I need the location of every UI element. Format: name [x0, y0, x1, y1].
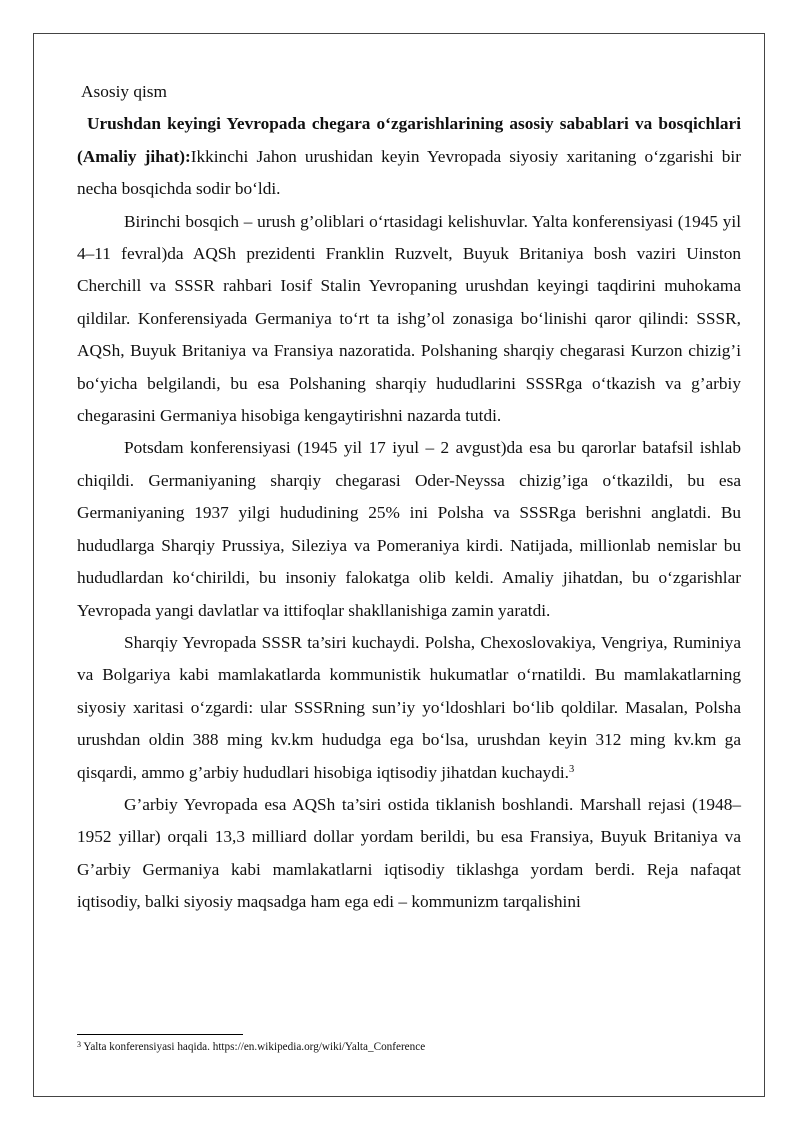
paragraph-3	[77, 627, 741, 789]
subheading-bold: Urushdan keyingi Yevropada chegara o‘zgarishlarining asosiy sabablari va bosqichlari (Amaliy jihat):	[77, 114, 741, 166]
main-content	[77, 76, 741, 919]
paragraph-3-text: Sharqiy Yevropada SSSR ta’siri kuchaydi. Polsha, Chexoslovakiya, Vengriya, Ruminiya va Bolgariya kabi mamlakatlarda kommunistik hukumatlar o‘rnatildi. Bu mamlakatlarning siyosiy xaritasi o‘zgardi: ular SSSRning sun’iy yo‘ldoshlari bo‘lib qoldilar. Masalan, Polsha urushdan oldin 388 ming kv.km hududga ega bo‘lsa, urushdan keyin 312 ming kv.km ga qisqardi, ammo g’arbiy hududlari hisobiga iqtisodiy jihatdan kuchaydi.	[77, 632, 741, 782]
subheading-paragraph	[77, 108, 741, 205]
subheading-text: Ikkinchi Jahon urushidan keyin Yevropada siyosiy xaritaning o‘zgarishi bir necha bosqichda sodir bo‘ldi.	[77, 146, 741, 199]
paragraph-4: G’arbiy Yevropada esa AQSh ta’siri ostida tiklanish boshlandi. Marshall rejasi (1948–1952 yillar) orqali 13,3 milliard dollar yordam berildi, bu esa Fransiya, Buyuk Britaniya va G’arbiy Germaniya kabi mamlakatlarni iqtisodiy tiklashga yordam berdi. Reja nafaqat iqtisodiy, balki siyosiy maqsadga ham ega edi – kommunizm tarqalishini	[77, 794, 741, 912]
footnote-separator	[77, 1034, 243, 1035]
footnote-reference[interactable]: 3	[568, 763, 575, 775]
footnote-text: Yalta konferensiyasi haqida. https://en.wikipedia.org/wiki/Yalta_Conference	[81, 1041, 426, 1053]
paragraph-1: Birinchi bosqich – urush g’oliblari o‘rtasidagi kelishuvlar. Yalta konferensiyasi (1945 yil 4–11 fevral)da AQSh prezidenti Franklin Ruzvelt, Buyuk Britaniya bosh vaziri Uinston Cherchill va SSSR rahbari Iosif Stalin Yevropaning urushdan keyingi taqdirini muhokama qildilar. Konferensiyada Germaniya to‘rt ta ishg’ol zonasiga bo‘linishi qaror qilindi: SSSR, AQSh, Buyuk Britaniya va Fransiya nazoratida. Polshaning sharqiy chegarasi Kurzon chizig’i bo‘yicha belgilandi, bu esa Polshaning sharqiy hududlarini SSSRga o‘tkazish va g’arbiy chegarasini Germaniya hisobiga kengaytirishni nazarda tutdi.	[77, 211, 741, 426]
footnote	[77, 1040, 741, 1054]
paragraph-2: Potsdam konferensiyasi (1945 yil 17 iyul – 2 avgust)da esa bu qarorlar batafsil ishlab chiqildi. Germaniyaning sharqiy chegarasi Oder-Neyssa chizig’iga o‘tkazildi, bu esa Germaniyaning 1937 yilgi hududining 25% ini Polsha va SSSRga berishni anglatdi. Bu hududlarga Sharqiy Prussiya, Sileziya va Pomeraniya kirdi. Natijada, millionlab nemislar bu hududlardan ko‘chirildi, bu insoniy falokatga olib keldi. Amaliy jihatdan, bu o‘zgarishlar Yevropada yangi davlatlar va ittifoqlar shakllanishiga zamin yaratdi.	[77, 438, 741, 620]
footnote-number: 3	[77, 1040, 81, 1049]
section-heading: Asosiy qism	[81, 82, 167, 101]
